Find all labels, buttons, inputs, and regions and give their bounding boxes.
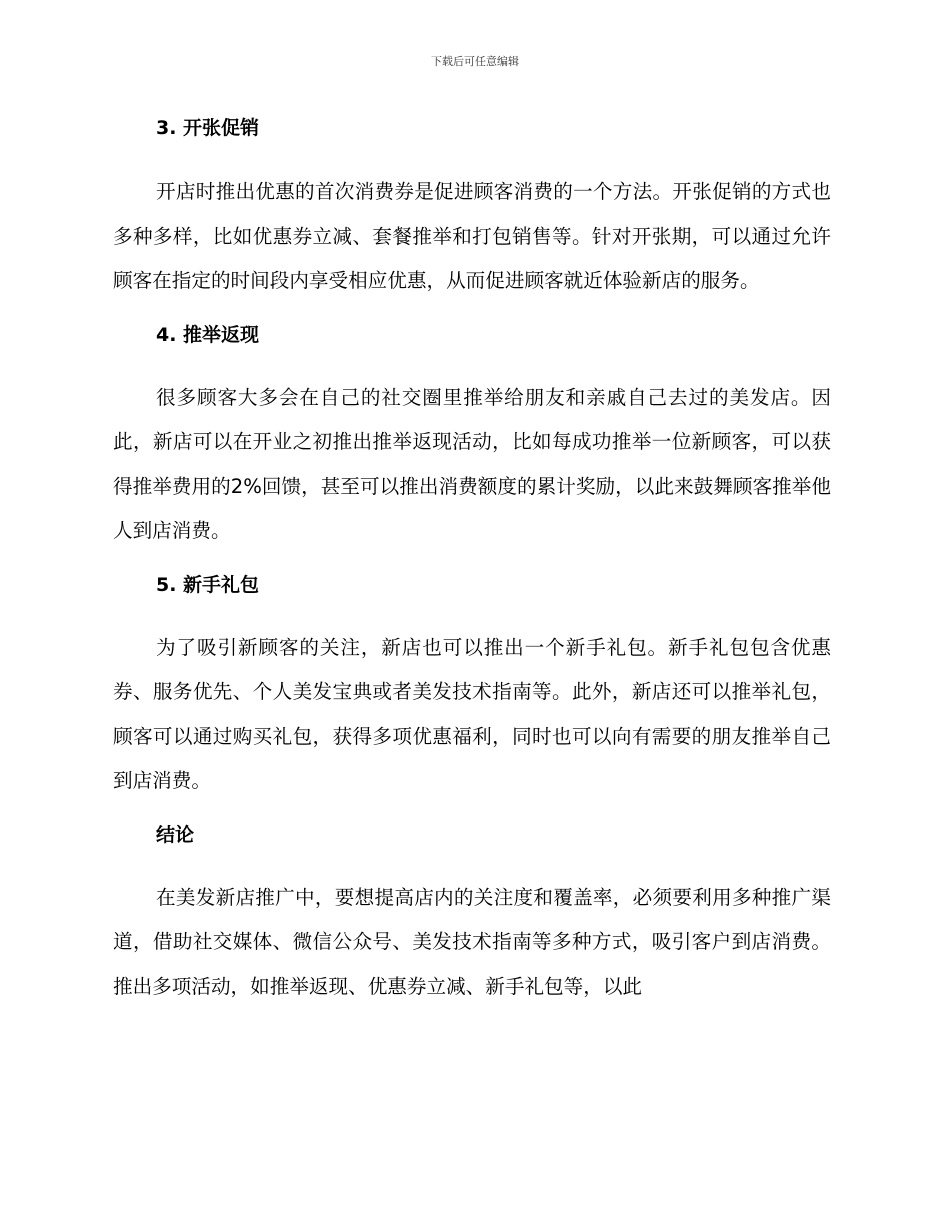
header-note: 下载后可任意编辑 <box>431 55 519 68</box>
section-paragraph: 开店时推出优惠的首次消费券是促进顾客消费的一个方法。开张促销的方式也多种多样，比如优惠券立减、套餐推举和打包销售等。针对开张期，可以通过允许顾客在指定的时间段内享受相应优惠，从而促进顾客就近体验新店的服务。 <box>113 180 831 292</box>
section-paragraph: 很多顾客大多会在自己的社交圈里推举给朋友和亲戚自己去过的美发店。因此，新店可以在开业之初推出推举返现活动，比如每成功推举一位新顾客，可以获得推举费用的2%回馈，甚至可以推出消费额度的累计奖励，以此来鼓舞顾客推举他人到店消费。 <box>113 385 831 542</box>
section-newcomer-gift-pack <box>113 570 831 804</box>
section-heading: 5. 新手礼包 <box>156 573 260 596</box>
section-referral-cashback <box>113 320 831 554</box>
section-conclusion <box>113 820 831 1010</box>
section-paragraph: 为了吸引新顾客的关注，新店也可以推出一个新手礼包。新手礼包包含优惠券、服务优先、个人美发宝典或者美发技术指南等。此外，新店还可以推举礼包，顾客可以通过购买礼包，获得多项优惠福利，同时也可以向有需要的朋友推举自己到店消费。 <box>113 635 831 792</box>
document-body <box>113 113 831 1009</box>
section-paragraph: 在美发新店推广中，要想提高店内的关注度和覆盖率，必须要利用多种推广渠道，借助社交媒体、微信公众号、美发技术指南等多种方式，吸引客户到店消费。推出多项活动，如推举返现、优惠券立减、新手礼包等，以此 <box>113 885 831 998</box>
section-opening-promotion <box>113 113 831 304</box>
section-heading: 4. 推举返现 <box>156 323 260 346</box>
section-heading: 3. 开张促销 <box>156 117 260 139</box>
section-heading: 结论 <box>156 823 195 846</box>
